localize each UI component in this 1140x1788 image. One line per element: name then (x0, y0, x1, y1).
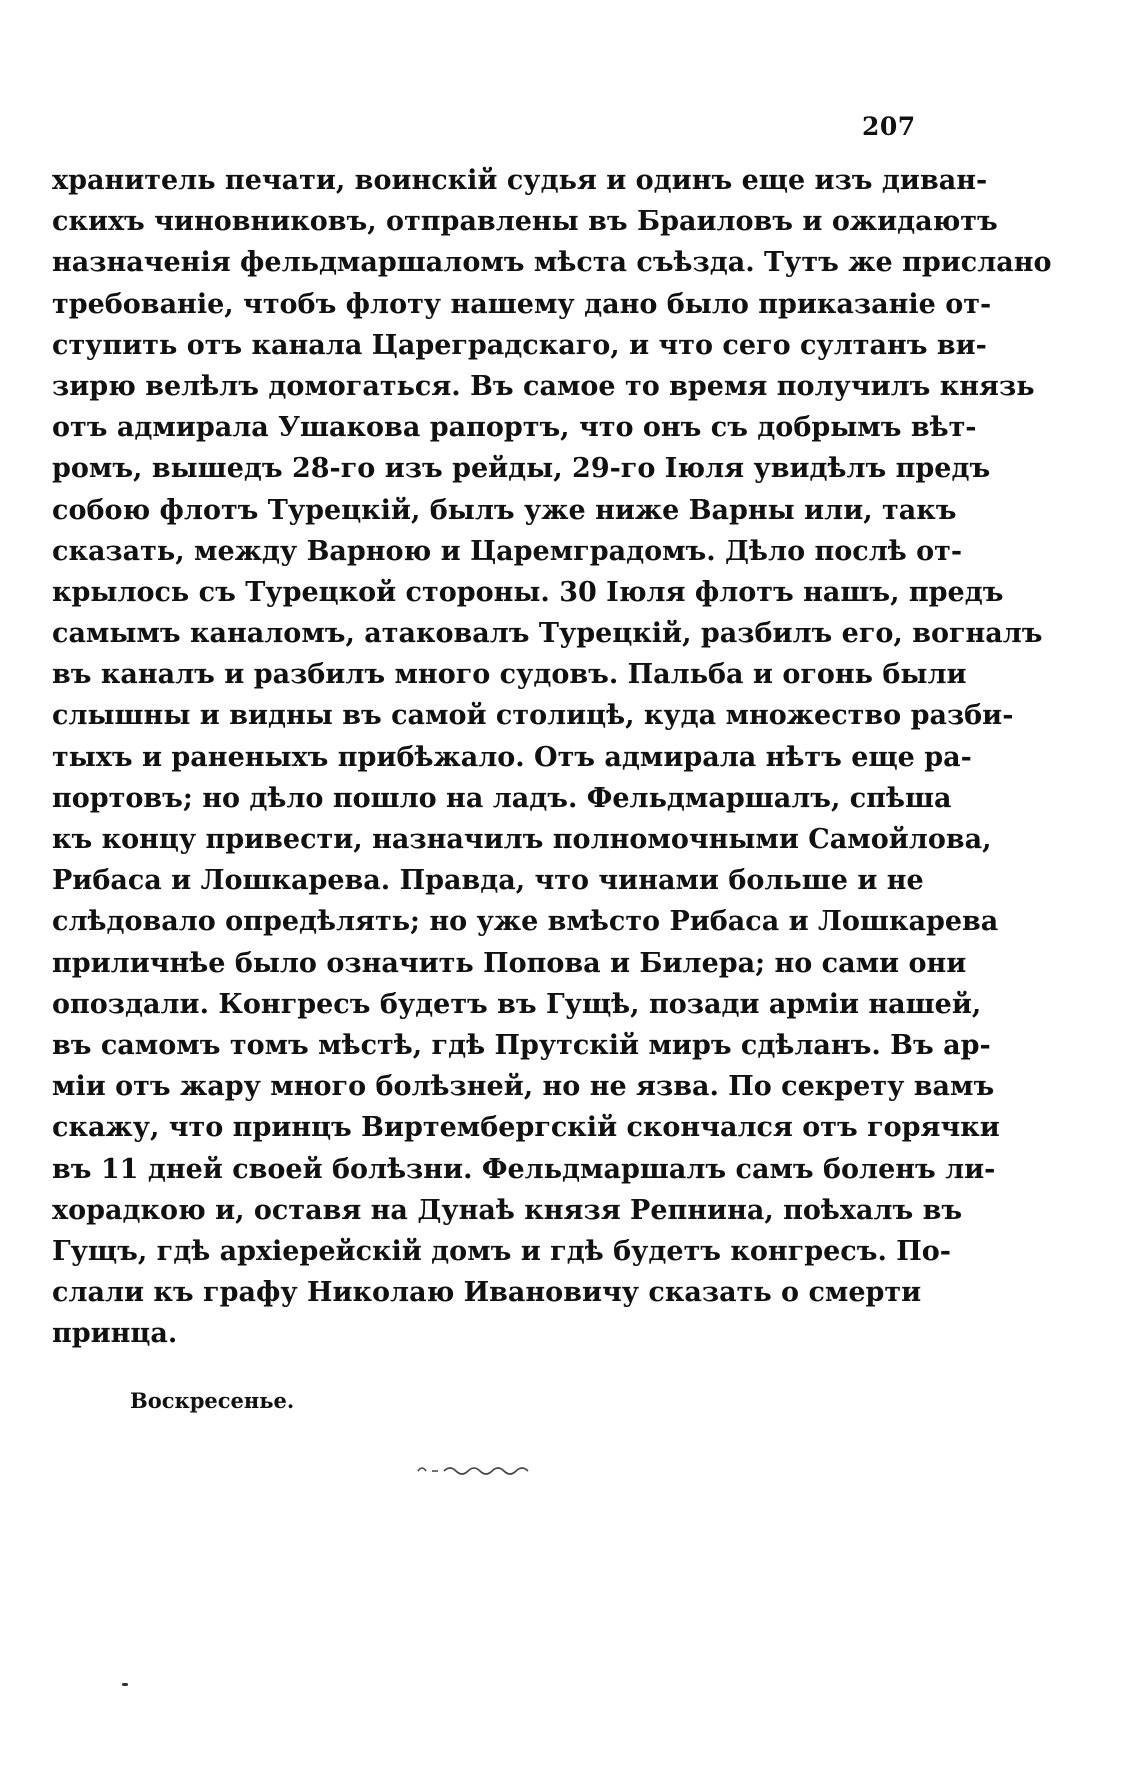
ornament-divider (410, 1455, 570, 1485)
text-line: Рибаса и Лошкарева. Правда, что чинами больше и не (52, 865, 924, 897)
page-number: 207 (862, 112, 916, 141)
text-line: скихъ чиновниковъ, отправлены въ Браиловъ и ожидаютъ (52, 206, 998, 238)
text-line: крылось съ Турецкой стороны. 30 Іюля флотъ нашъ, предъ (52, 576, 1004, 608)
print-speck (122, 1683, 128, 1686)
text-line: самымъ каналомъ, атаковалъ Турецкій, разбилъ его, вогналъ (52, 618, 1043, 650)
text-line: ромъ, вышедъ 28-го изъ рейды, 29-го Іюля увидѣлъ предъ (52, 453, 991, 485)
text-line: приличнѣе было означить Попова и Билера; но сами они (52, 947, 967, 979)
text-line: хорадкою и, оставя на Дунаѣ князя Репнина, поѣхалъ въ (52, 1194, 963, 1226)
text-line-last: принца. (52, 1318, 178, 1350)
text-line: скажу, что принцъ Виртембергскій скончался отъ горячки (52, 1112, 1000, 1144)
text-line: требованіе, чтобъ флоту нашему дано было приказаніе от- (52, 288, 992, 320)
text-line: къ концу привести, назначилъ полномочными Самойлова, (52, 824, 992, 855)
signoff-day: Воскресенье. (130, 1388, 295, 1413)
text-line: зирю велѣлъ домогаться. Въ самое то время получилъ князь (52, 370, 1035, 402)
text-line: отъ адмирала Ушакова рапортъ, что онъ съ добрымъ вѣт- (52, 412, 977, 444)
text-line: тыхъ и раненыхъ прибѣжало. Отъ адмирала нѣтъ еще ра- (52, 741, 972, 773)
text-line: ступить отъ канала Цареградскаго, и что сего султанъ ви- (52, 329, 987, 361)
text-line: слѣдовало опредѣлять; но уже вмѣсто Рибаса и Лошкарева (52, 906, 999, 938)
text-line: опоздали. Конгресъ будетъ въ Гущѣ, позади арміи нашей, (52, 988, 982, 1020)
text-line: портовъ; но дѣло пошло на ладъ. Фельдмаршалъ, спѣша (52, 782, 952, 814)
body-text (52, 160, 1052, 1354)
text-line: сказать, между Варною и Царемградомъ. Дѣло послѣ от- (52, 535, 963, 567)
text-line: міи отъ жару много болѣзней, но не язва. По секрету вамъ (52, 1071, 995, 1103)
text-line: въ каналъ и разбилъ много судовъ. Пальба и огонь были (52, 659, 967, 691)
text-line: собою флотъ Турецкій, былъ уже ниже Варны или, такъ (52, 494, 957, 526)
text-line: въ 11 дней своей болѣзни. Фельдмаршалъ самъ боленъ ли- (52, 1153, 996, 1185)
text-line: Гущъ, гдѣ архіерейскій домъ и гдѣ будетъ конгресъ. По- (52, 1235, 951, 1267)
text-line: слышны и видны въ самой столицѣ, куда множество разби- (52, 700, 1014, 732)
text-line: назначенія фельдмаршаломъ мѣста съѣзда. Тутъ же прислано (52, 247, 1052, 279)
text-line: въ самомъ томъ мѣстѣ, гдѣ Прутскій миръ сдѣланъ. Въ ар- (52, 1029, 991, 1061)
text-line: хранитель печати, воинскій судья и одинъ еще изъ диван- (52, 165, 988, 196)
text-line: слали къ графу Николаю Ивановичу сказать о смерти (52, 1277, 922, 1309)
